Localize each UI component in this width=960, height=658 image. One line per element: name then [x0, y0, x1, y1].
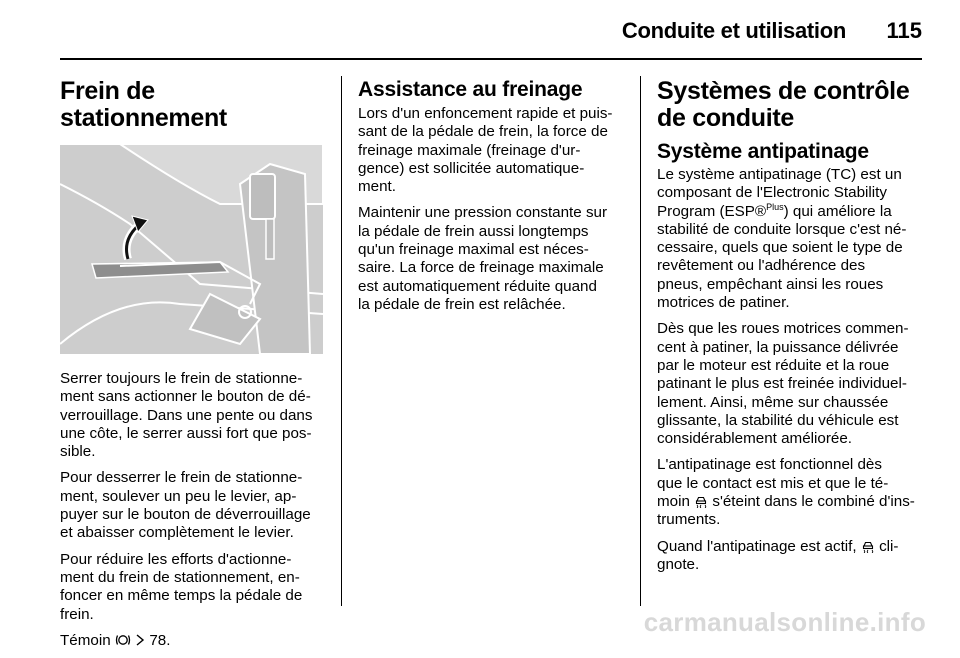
paragraph-tc-operation	[657, 320, 925, 448]
section-heading-brake-assist: Assistance au freinage	[358, 78, 583, 101]
paragraph-apply-brake	[60, 370, 326, 461]
parking-brake-figure	[60, 144, 323, 354]
section-heading-parking-brake: Frein de stationnement	[60, 77, 227, 132]
text-line: stabilité de conduite lorsque c'est né-	[657, 220, 907, 238]
text-line: Maintenir une pression constante sur	[358, 204, 608, 222]
paragraph-tc-intro	[657, 166, 925, 312]
brake-warning-icon	[115, 633, 131, 647]
text-line: est automatiquement réduite quand	[358, 277, 597, 295]
subsection-heading-traction-control: Système antipatinage	[657, 140, 869, 163]
text-line: Serrer toujours le frein de stationne-	[60, 370, 303, 387]
text-line: que le contact est mis et que le té-	[657, 474, 889, 492]
text-line: verrouillage. Dans une pente ou dans	[60, 406, 313, 424]
text-line: ment du frein de stationnement, en-	[60, 568, 300, 586]
skidding-car-icon	[694, 494, 708, 508]
column-driving-control-systems	[657, 78, 925, 582]
page-reference-arrow-icon	[135, 634, 145, 646]
text-line: et abaisser complètement le levier.	[60, 524, 294, 542]
text-line: qu'un freinage maximal est néces-	[358, 241, 589, 259]
text-line: truments.	[657, 511, 721, 529]
text-line: lement. Ainsi, même sur chaussée	[657, 393, 889, 411]
text-line: saire. La force de freinage maximale	[358, 259, 604, 277]
paragraph-brake-assist-2	[358, 204, 628, 314]
section-heading-driving-control	[657, 78, 925, 132]
text-line: Le système antipatinage (TC) est un	[657, 166, 902, 183]
column-parking-brake	[60, 70, 326, 658]
heading-line: Systèmes de contrôle	[657, 77, 910, 105]
text-line: pneus, empêchant ainsi les roues	[657, 275, 884, 293]
text-fragment: Quand l'antipatinage est actif,	[657, 537, 861, 555]
text-fragment: Témoin	[60, 631, 115, 649]
paragraph-brake-assist-1	[358, 105, 628, 196]
text-line	[657, 538, 925, 556]
paragraph-tc-active	[657, 538, 925, 575]
paragraph-warning-light-ref	[60, 632, 326, 650]
text-fragment: cli-	[874, 537, 899, 555]
page-header	[60, 12, 922, 50]
text-line: ment sans actionner le bouton de dé-	[60, 388, 311, 406]
text-line: Pour desserrer le frein de stationne-	[60, 469, 303, 487]
text-line: frein.	[60, 605, 94, 623]
text-fragment: Program (ESP®	[657, 202, 767, 220]
text-fragment: moin	[657, 493, 695, 511]
text-line: puyer sur le bouton de déverrouillage	[60, 506, 311, 524]
parking-brake-lever-illustration	[60, 144, 323, 354]
text-line: sant de la pédale de frein, la force de	[358, 123, 608, 141]
paragraph-reduce-effort	[60, 551, 326, 624]
text-line: motrices de patiner.	[657, 294, 790, 312]
esp-plus-superscript: Plus	[766, 201, 784, 212]
text-line: composant de l'Electronic Stability	[657, 184, 887, 202]
text-line: revêtement ou l'adhérence des	[657, 257, 866, 275]
text-line: considérablement améliorée.	[657, 430, 853, 448]
text-fragment: s'éteint dans le combiné d'ins-	[708, 493, 915, 511]
paragraph-release-brake	[60, 469, 326, 542]
text-fragment: ) qui améliore la	[783, 202, 892, 220]
chapter-title: Conduite et utilisation	[621, 18, 846, 43]
text-line: glissante, la stabilité du véhicule est	[657, 411, 899, 429]
column-divider-left	[341, 76, 342, 606]
text-line: Dès que les roues motrices commen-	[657, 320, 909, 338]
text-line: gence) est sollicitée automatique-	[358, 159, 585, 177]
column-divider-right	[640, 76, 641, 606]
text-line: gnote.	[657, 555, 700, 573]
text-line: ment, soulever un peu le levier, ap-	[60, 487, 297, 505]
text-line: la pédale de frein aussi longtemps	[358, 222, 589, 240]
paragraph-tc-ready	[657, 456, 925, 529]
heading-line: de conduite	[657, 104, 794, 132]
text-line: sible.	[60, 443, 96, 461]
text-line	[657, 493, 925, 511]
page-number: 115	[886, 18, 922, 43]
column-brake-assist	[358, 78, 628, 322]
text-line: Pour réduire les efforts d'actionne-	[60, 550, 292, 568]
page-reference[interactable]: 78.	[145, 631, 171, 649]
text-line: foncer en même temps la pédale de	[60, 587, 303, 605]
text-line: L'antipatinage est fonctionnel dès	[657, 456, 882, 474]
text-line: Lors d'un enfoncement rapide et puis-	[358, 105, 613, 122]
text-line	[657, 203, 925, 221]
watermark: carmanualsonline.info	[643, 607, 926, 637]
text-line: par le moteur est réduite et la roue	[657, 356, 890, 374]
text-line: cessaire, quels que soient le type de	[657, 239, 903, 257]
text-line: une côte, le serrer aussi fort que pos-	[60, 424, 312, 442]
header-rule	[60, 58, 922, 60]
skidding-car-icon	[861, 539, 875, 553]
text-line: freinage maximale (freinage d'ur-	[358, 141, 581, 159]
text-line: patinant le plus est freinée individuel-	[657, 375, 907, 393]
text-line: la pédale de frein est relâchée.	[358, 295, 566, 313]
text-line: cent à patiner, la puissance délivrée	[657, 338, 899, 356]
text-line: ment.	[358, 178, 396, 196]
